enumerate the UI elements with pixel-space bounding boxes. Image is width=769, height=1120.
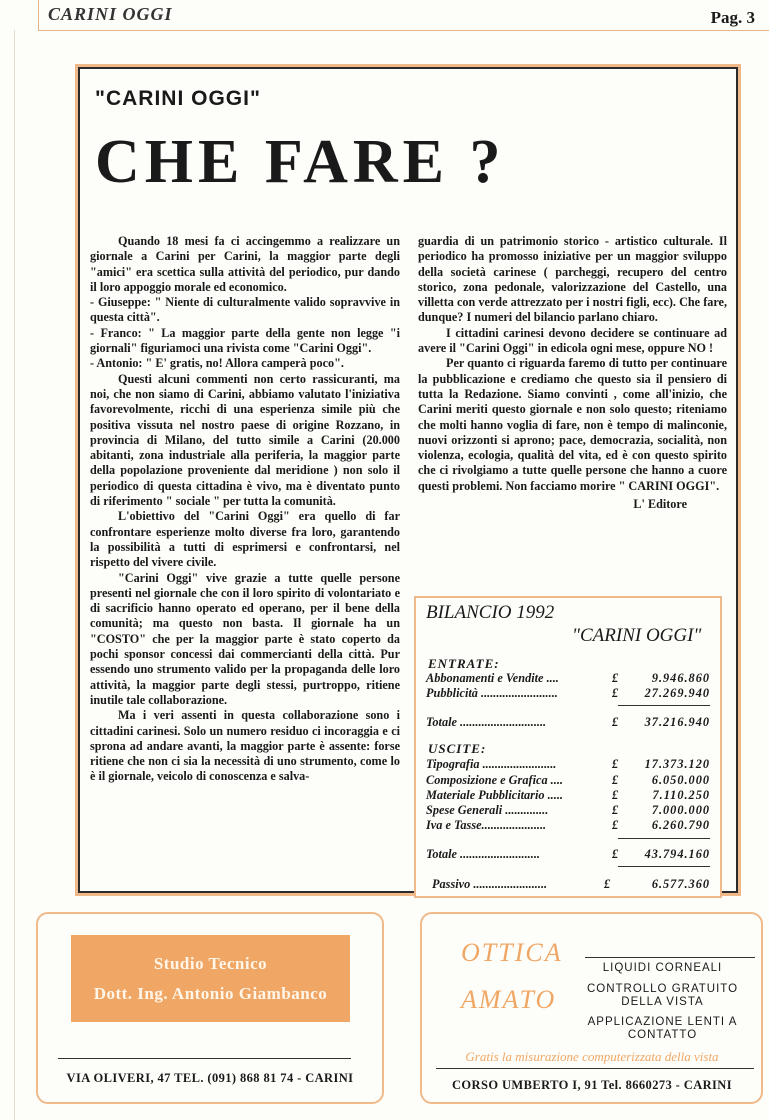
bilancio-row-amount: 9.946.860 bbox=[651, 671, 710, 685]
article-column-left bbox=[90, 234, 400, 785]
article-paragraph: "Carini Oggi" vive grazie a tutte quelle persone presenti nel giornale che con il loro spirito di volontariato e di sacrificio hanno operato ed operano, per il bene della comunità; ma questo non basta. Il giornale ha un "COSTO" che per la maggior parte è stato coperto da pochi sponsor concessi dai commercianti della città. Pur essendo uno strumento valido per la propaganda delle loro attività, la maggior parte degli stessi, purtroppo, ritiene inutile tale collaborazione. bbox=[90, 570, 400, 707]
article-paragraph: Quando 18 mesi fa ci accingemmo a realizzare un giornale a Carini per Carini, la maggior parte degli "amici" era scettica sulla attività del periodico, pur dando il loro appoggio morale ed economico. bbox=[90, 234, 400, 294]
bilancio-row-amount: 27.269.940 bbox=[644, 686, 710, 700]
ad-service-item: APPLICAZIONE LENTI A CONTATTO bbox=[587, 1016, 738, 1041]
bilancio-row-label: Iva e Tasse..................... bbox=[426, 818, 547, 832]
article-label: "CARINI OGGI" bbox=[95, 87, 261, 110]
article-paragraph: Per quanto ci riguarda faremo di tutto per continuare la pubblicazione e crediamo che questo sia il pensiero di tutta la Redazione. Siamo convinti , come all'inizio, che Carini meriti questo giornale e non solo questo; riteniamo che molti hanno voglia di fare, non è tempo di malinconie, nuovi orizzonti si aprono; pace, democrazia, socialità, non violenza, ecologia, qualità del vita, ed è con questo spirito che ci rivolgiamo a tutte quelle persone che hanno a cuore questi problemi. Non facciamo morire " CARINI OGGI". bbox=[418, 356, 727, 493]
article-paragraph: - Giuseppe: " Niente di culturalmente valido sopravvive in questa città". bbox=[90, 295, 400, 325]
studio-tecnico-address: VIA OLIVERI, 47 TEL. (091) 868 81 74 - CARINI bbox=[66, 1071, 354, 1085]
subtotal-line bbox=[618, 838, 710, 839]
studio-tecnico-engineer: Dott. Ing. Antonio Giambanco bbox=[93, 984, 328, 1003]
page-number: Pag. 3 bbox=[710, 8, 755, 27]
bilancio-row-label: Spese Generali .............. bbox=[426, 803, 549, 817]
bilancio-row bbox=[426, 671, 710, 686]
currency-symbol: £ bbox=[612, 818, 619, 832]
uscite-heading: USCITE: bbox=[428, 741, 487, 756]
bilancio-row-label: Totale .......................... bbox=[426, 847, 540, 861]
bilancio-row-label: Materiale Pubblicitario ..... bbox=[426, 788, 563, 802]
bilancio-row-amount: 6.577.360 bbox=[651, 877, 710, 891]
bilancio-row bbox=[426, 757, 710, 772]
bilancio-row-amount: 7.110.250 bbox=[652, 788, 710, 802]
currency-symbol: £ bbox=[612, 671, 619, 685]
article-signature: L' Editore bbox=[633, 497, 687, 512]
ottica-title: OTTICA bbox=[461, 938, 563, 967]
article-headline: CHE FARE ? bbox=[95, 128, 506, 196]
entrate-heading: ENTRATE: bbox=[428, 656, 500, 671]
bilancio-total-row bbox=[426, 715, 710, 730]
bilancio-title: BILANCIO 1992 bbox=[426, 602, 555, 623]
bilancio-row-label: Passivo ........................ bbox=[432, 877, 548, 891]
ottica-address: CORSO UMBERTO I, 91 Tel. 8660273 - CARINI bbox=[452, 1078, 732, 1092]
bilancio-row bbox=[426, 788, 710, 803]
currency-symbol: £ bbox=[612, 788, 619, 802]
currency-symbol: £ bbox=[612, 757, 619, 771]
currency-symbol: £ bbox=[612, 847, 619, 861]
header-divider-vertical bbox=[38, 0, 39, 30]
bilancio-row-amount: 17.373.120 bbox=[644, 757, 710, 771]
currency-symbol: £ bbox=[612, 773, 619, 787]
bilancio-row-label: Totale ............................ bbox=[426, 715, 547, 729]
article-column-right bbox=[418, 234, 727, 512]
bilancio-row bbox=[426, 686, 710, 701]
article-paragraph: I cittadini carinesi devono decidere se continuare ad avere il "Carini Oggi" in edicola ogni mese, oppure NO ! bbox=[418, 325, 727, 356]
bilancio-row bbox=[426, 818, 710, 833]
article-paragraph: guardia di un patrimonio storico - artistico culturale. Il periodico ha promosso iniziative per un maggior sviluppo della società carinese ( parcheggi, recupero del centro storico, zona pedonale, valorizzazione del Castello, una villetta con verde attrezzato per i nostri figli, ecc). Che fare, dunque? I numeri del bilancio parlano chiaro. bbox=[418, 234, 727, 325]
article-paragraph: Ma i veri assenti in questa collaborazione sono i cittadini carinesi. Solo un numero residuo ci incoraggia e ci sprona ad andare avanti, la maggior parte è assente: forse ritiene che non ci sia la necessità di uno strumento, come lo è il giornale, veicolo di conoscenza e salva- bbox=[90, 708, 400, 784]
bilancio-passivo-row bbox=[432, 877, 710, 892]
studio-tecnico-name: Studio Tecnico bbox=[153, 954, 268, 973]
article-paragraph: L'obiettivo del "Carini Oggi" era quello di far confrontare esperienze molto diverse fra loro, garantendo la possibilità a tutti di esprimersi e confrontarsi, nel rispetto del vivere civile. bbox=[90, 509, 400, 570]
article-paragraph: - Antonio: " E' gratis, no! Allora camperà poco". bbox=[90, 356, 344, 371]
publication-logo: CARINI OGGI bbox=[48, 4, 173, 24]
page-margin-line bbox=[14, 30, 15, 1120]
subtotal-line bbox=[618, 866, 710, 867]
currency-symbol: £ bbox=[604, 877, 611, 891]
amato-title: AMATO bbox=[461, 985, 557, 1014]
article-paragraph: - Franco: " La maggior parte della gente non legge "i giornali" figuriamoci una rivista come "Carini Oggi". bbox=[90, 325, 400, 356]
bilancio-subtitle: "CARINI OGGI" bbox=[572, 625, 702, 646]
ad-service-item: CONTROLLO GRATUITO DELLA VISTA bbox=[586, 983, 739, 1008]
ad-divider bbox=[436, 1068, 754, 1069]
currency-symbol: £ bbox=[612, 686, 619, 700]
bilancio-row-amount: 43.794.160 bbox=[644, 847, 710, 861]
ad-service-item: LIQUIDI CORNEALI bbox=[602, 962, 723, 974]
bilancio-row-label: Pubblicità ......................... bbox=[426, 686, 558, 700]
bilancio-row bbox=[426, 773, 710, 788]
article-paragraph: Questi alcuni commenti non certo rassicuranti, ma noi, che non siamo di Carini, abbiamo valutato l'iniziativa favorevolmente, ricchi di una esperienza simile più che positiva vissuta nel nostro paese di origine Rozzano, in provincia di Milano, del tutto simile a Carini (20.000 abitanti, zona industriale alla periferia, la maggior parte della popolazione proveniente dal meridione ) non solo il periodico di questa cittadina è vivo, ma è diventato punto di riferimento " sociale " per tutta la comunità. bbox=[90, 371, 400, 509]
currency-symbol: £ bbox=[612, 803, 619, 817]
header-divider bbox=[38, 30, 769, 31]
bilancio-row-amount: 37.216.940 bbox=[644, 715, 710, 729]
subtotal-line bbox=[618, 705, 710, 706]
ad-divider bbox=[585, 957, 755, 958]
bilancio-row-amount: 6.260.790 bbox=[651, 818, 710, 832]
bilancio-row-label: Abbonamenti e Vendite .... bbox=[426, 671, 559, 685]
bilancio-row-amount: 6.050.000 bbox=[651, 773, 710, 787]
bilancio-row-amount: 7.000.000 bbox=[651, 803, 710, 817]
studio-tecnico-banner bbox=[71, 935, 350, 1022]
bilancio-row-label: Composizione e Grafica .... bbox=[426, 773, 563, 787]
ad-divider bbox=[58, 1058, 351, 1059]
bilancio-total-row bbox=[426, 847, 710, 862]
bilancio-row-label: Tipografia ........................ bbox=[426, 757, 557, 771]
ottica-slogan: Gratis la misurazione computerizzata della vista bbox=[465, 1049, 719, 1064]
bilancio-row bbox=[426, 803, 710, 818]
currency-symbol: £ bbox=[612, 715, 619, 729]
